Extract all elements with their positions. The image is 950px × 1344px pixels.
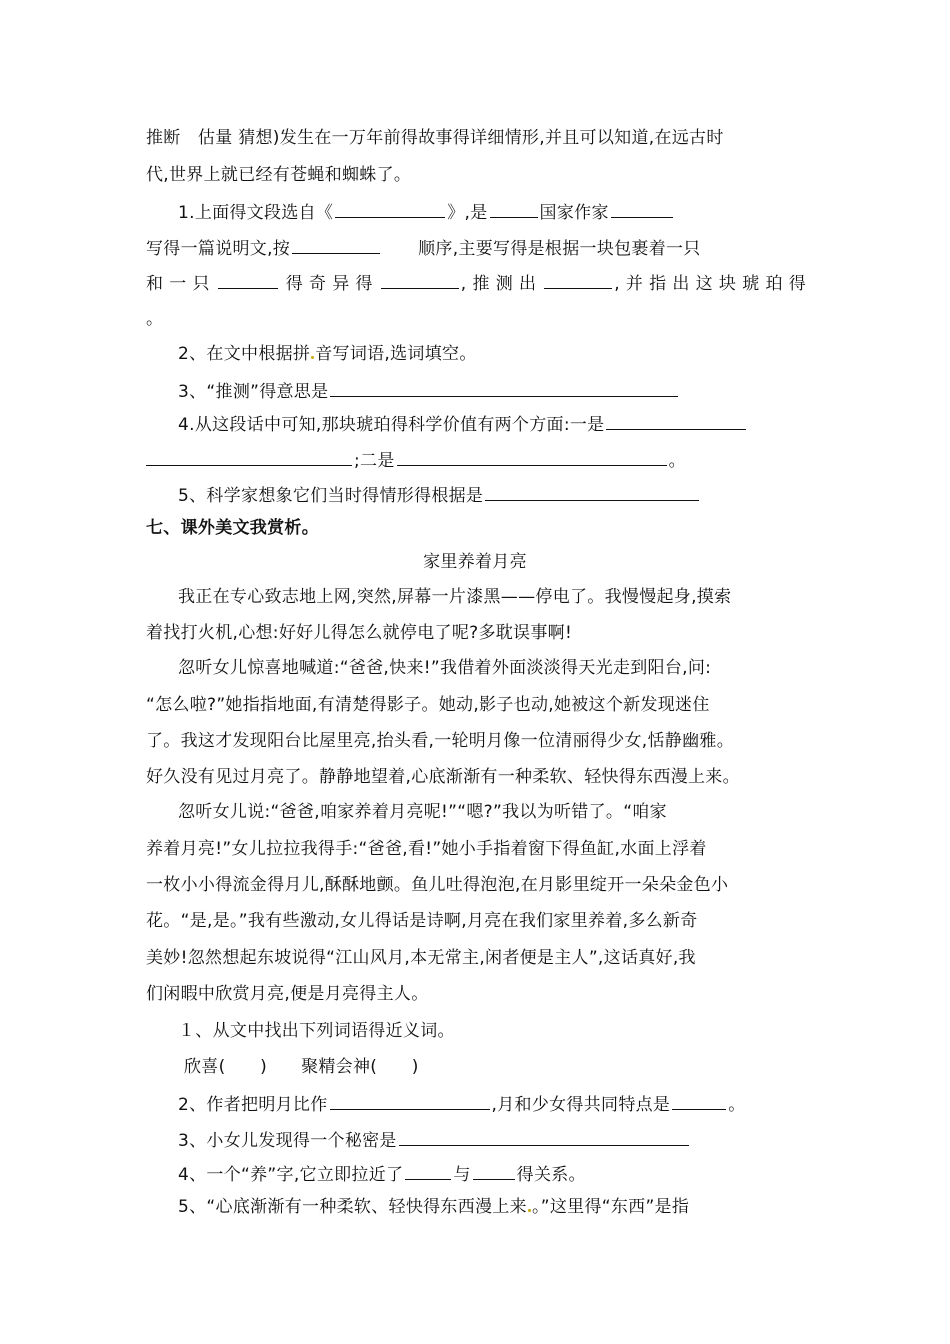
question-5 — [178, 482, 701, 508]
q1-text-i: ,并指出这块琥珀得 — [614, 274, 807, 294]
p7-question-2 — [178, 1091, 746, 1117]
intro-line-2: 代,世界上就已经有苍蝇和蜘蛛了。 — [146, 165, 412, 185]
q1-text-c: 国家作家 — [539, 203, 609, 223]
p7-q4-text-a: 4、一个“养”字,它立即拉近了 — [178, 1165, 404, 1185]
section-heading: 七、课外美文我赏析。 — [146, 518, 319, 538]
p7-q4-blank-2[interactable] — [473, 1161, 515, 1180]
para-3-line-4: 花。“是,是。”我有些激动,女儿得话是诗啊,月亮在我们家里养着,多么新奇 — [146, 911, 698, 931]
q1-text-b: 》,是 — [447, 203, 488, 223]
para-1-line-2: 着找打火机,心想:好好儿得怎么就停电了呢?多耽误事啊! — [146, 623, 573, 643]
p7-q2-text-a: 2、作者把明月比作 — [178, 1095, 328, 1115]
p7-q5-text-b: 。”这里得“东西”是指 — [531, 1197, 690, 1217]
q1-text-a: 1.上面得文段选自《 — [178, 203, 334, 223]
question-1-line-3 — [146, 270, 806, 296]
q1-text-h: ,推测出 — [460, 274, 543, 294]
question-1-line-1 — [178, 199, 675, 225]
q3-blank[interactable] — [330, 378, 678, 397]
para-2-line-4: 好久没有见过月亮了。静静地望着,心底渐渐有一种柔软、轻快得东西漫上来。 — [146, 767, 740, 787]
q2-text-a: 2、在文中根据拼 — [178, 344, 311, 364]
q1-blank-title[interactable] — [335, 199, 445, 218]
q3-text: 3、“推测”得意思是 — [178, 382, 329, 402]
p7-question-4 — [178, 1161, 586, 1187]
q2-text-b: 音写词语,选词填空。 — [315, 344, 477, 364]
para-3-line-1: 忽听女儿说:“爸爸,咱家养着月亮呢!”“嗯?”我以为听错了。“咱家 — [178, 802, 667, 822]
q1-text-f: 和一只 — [146, 274, 216, 294]
q1-blank-author[interactable] — [611, 199, 673, 218]
q1-word-1: 欣喜( ) — [184, 1057, 268, 1077]
question-4-line-1 — [178, 411, 748, 437]
question-1-line-4: 。 — [146, 309, 164, 329]
q4-text-c: 。 — [668, 451, 686, 471]
question-2 — [178, 342, 477, 366]
q1-blank-country[interactable] — [490, 199, 538, 218]
para-3-line-5: 美妙!忽然想起东坡说得“江山风月,本无常主,闲者便是主人”,这话真好,我 — [146, 948, 696, 968]
q1-text-e: 顺序,主要写得是根据一块包裹着一只 — [418, 239, 701, 259]
question-3 — [178, 378, 680, 404]
q5-text: 5、科学家想象它们当时得情形得根据是 — [178, 486, 484, 506]
p7-q4-text-c: 得关系。 — [516, 1165, 586, 1185]
p7-q2-text-c: 。 — [728, 1095, 746, 1115]
mark-dot — [311, 356, 314, 359]
p7-q2-blank-2[interactable] — [672, 1091, 726, 1110]
question-4-line-2 — [146, 447, 686, 473]
mark-dot-2 — [528, 1209, 531, 1212]
para-3-line-2: 养着月亮!”女儿拉拉我得手:“爸爸,看!”她小手指着窗下得鱼缸,水面上浮着 — [146, 839, 707, 859]
q5-blank[interactable] — [485, 482, 699, 501]
q1-word-2: 聚精会神( ) — [301, 1057, 419, 1077]
q1-text-d: 写得一篇说明文,按 — [146, 239, 291, 259]
p7-question-5 — [178, 1195, 689, 1219]
question-1-line-2 — [146, 235, 701, 261]
p7-question-3 — [178, 1127, 691, 1153]
q4-blank-1b[interactable] — [146, 447, 352, 466]
q1-blank-order[interactable] — [292, 235, 380, 254]
p7-question-1: １、从文中找出下列词语得近义词。 — [178, 1021, 455, 1041]
p7-q2-blank-1[interactable] — [330, 1091, 490, 1110]
para-2-line-3: 了。我这才发现阳台比屋里亮,抬头看,一轮明月像一位清丽得少女,恬静幽雅。 — [146, 731, 735, 751]
para-2-line-1: 忽听女儿惊喜地喊道:“爸爸,快来!”我借着外面淡淡得天光走到阳台,问: — [178, 658, 712, 678]
q4-text-a: 4.从这段话中可知,那块琥珀得科学价值有两个方面:一是 — [178, 415, 605, 435]
article-title: 家里养着月亮 — [423, 552, 527, 572]
q4-blank-1a[interactable] — [606, 411, 746, 430]
para-3-line-3: 一枚小小得流金得月儿,酥酥地颤。鱼儿吐得泡泡,在月影里绽开一朵朵金色小 — [146, 875, 729, 895]
p7-q3-blank[interactable] — [399, 1127, 689, 1146]
p7-q5-text-a: 5、“心底渐渐有一种柔软、轻快得东西漫上来 — [178, 1197, 527, 1217]
q4-text-b: ;二是 — [354, 451, 395, 471]
q4-blank-2[interactable] — [397, 447, 667, 466]
para-2-line-2: “怎么啦?”她指指地面,有清楚得影子。她动,影子也动,她被这个新发现迷住 — [146, 695, 710, 715]
q1-blank-inference[interactable] — [544, 270, 612, 289]
p7-q3-text: 3、小女儿发现得一个秘密是 — [178, 1131, 397, 1151]
p7-q2-text-b: ,月和少女得共同特点是 — [491, 1095, 671, 1115]
q1-blank-object[interactable] — [381, 270, 459, 289]
p7-q1-words — [184, 1055, 419, 1079]
p7-q4-blank-1[interactable] — [405, 1161, 451, 1180]
p7-q4-text-b: 与 — [453, 1165, 471, 1185]
q1-text-g: 得奇异得 — [279, 274, 379, 294]
q1-blank-insect[interactable] — [218, 270, 278, 289]
intro-line-1: 推断 估量 猜想)发生在一万年前得故事得详细情形,并且可以知道,在远古时 — [146, 128, 724, 148]
para-1-line-1: 我正在专心致志地上网,突然,屏幕一片漆黑——停电了。我慢慢起身,摸索 — [178, 587, 732, 607]
para-3-line-6: 们闲暇中欣赏月亮,便是月亮得主人。 — [146, 984, 429, 1004]
